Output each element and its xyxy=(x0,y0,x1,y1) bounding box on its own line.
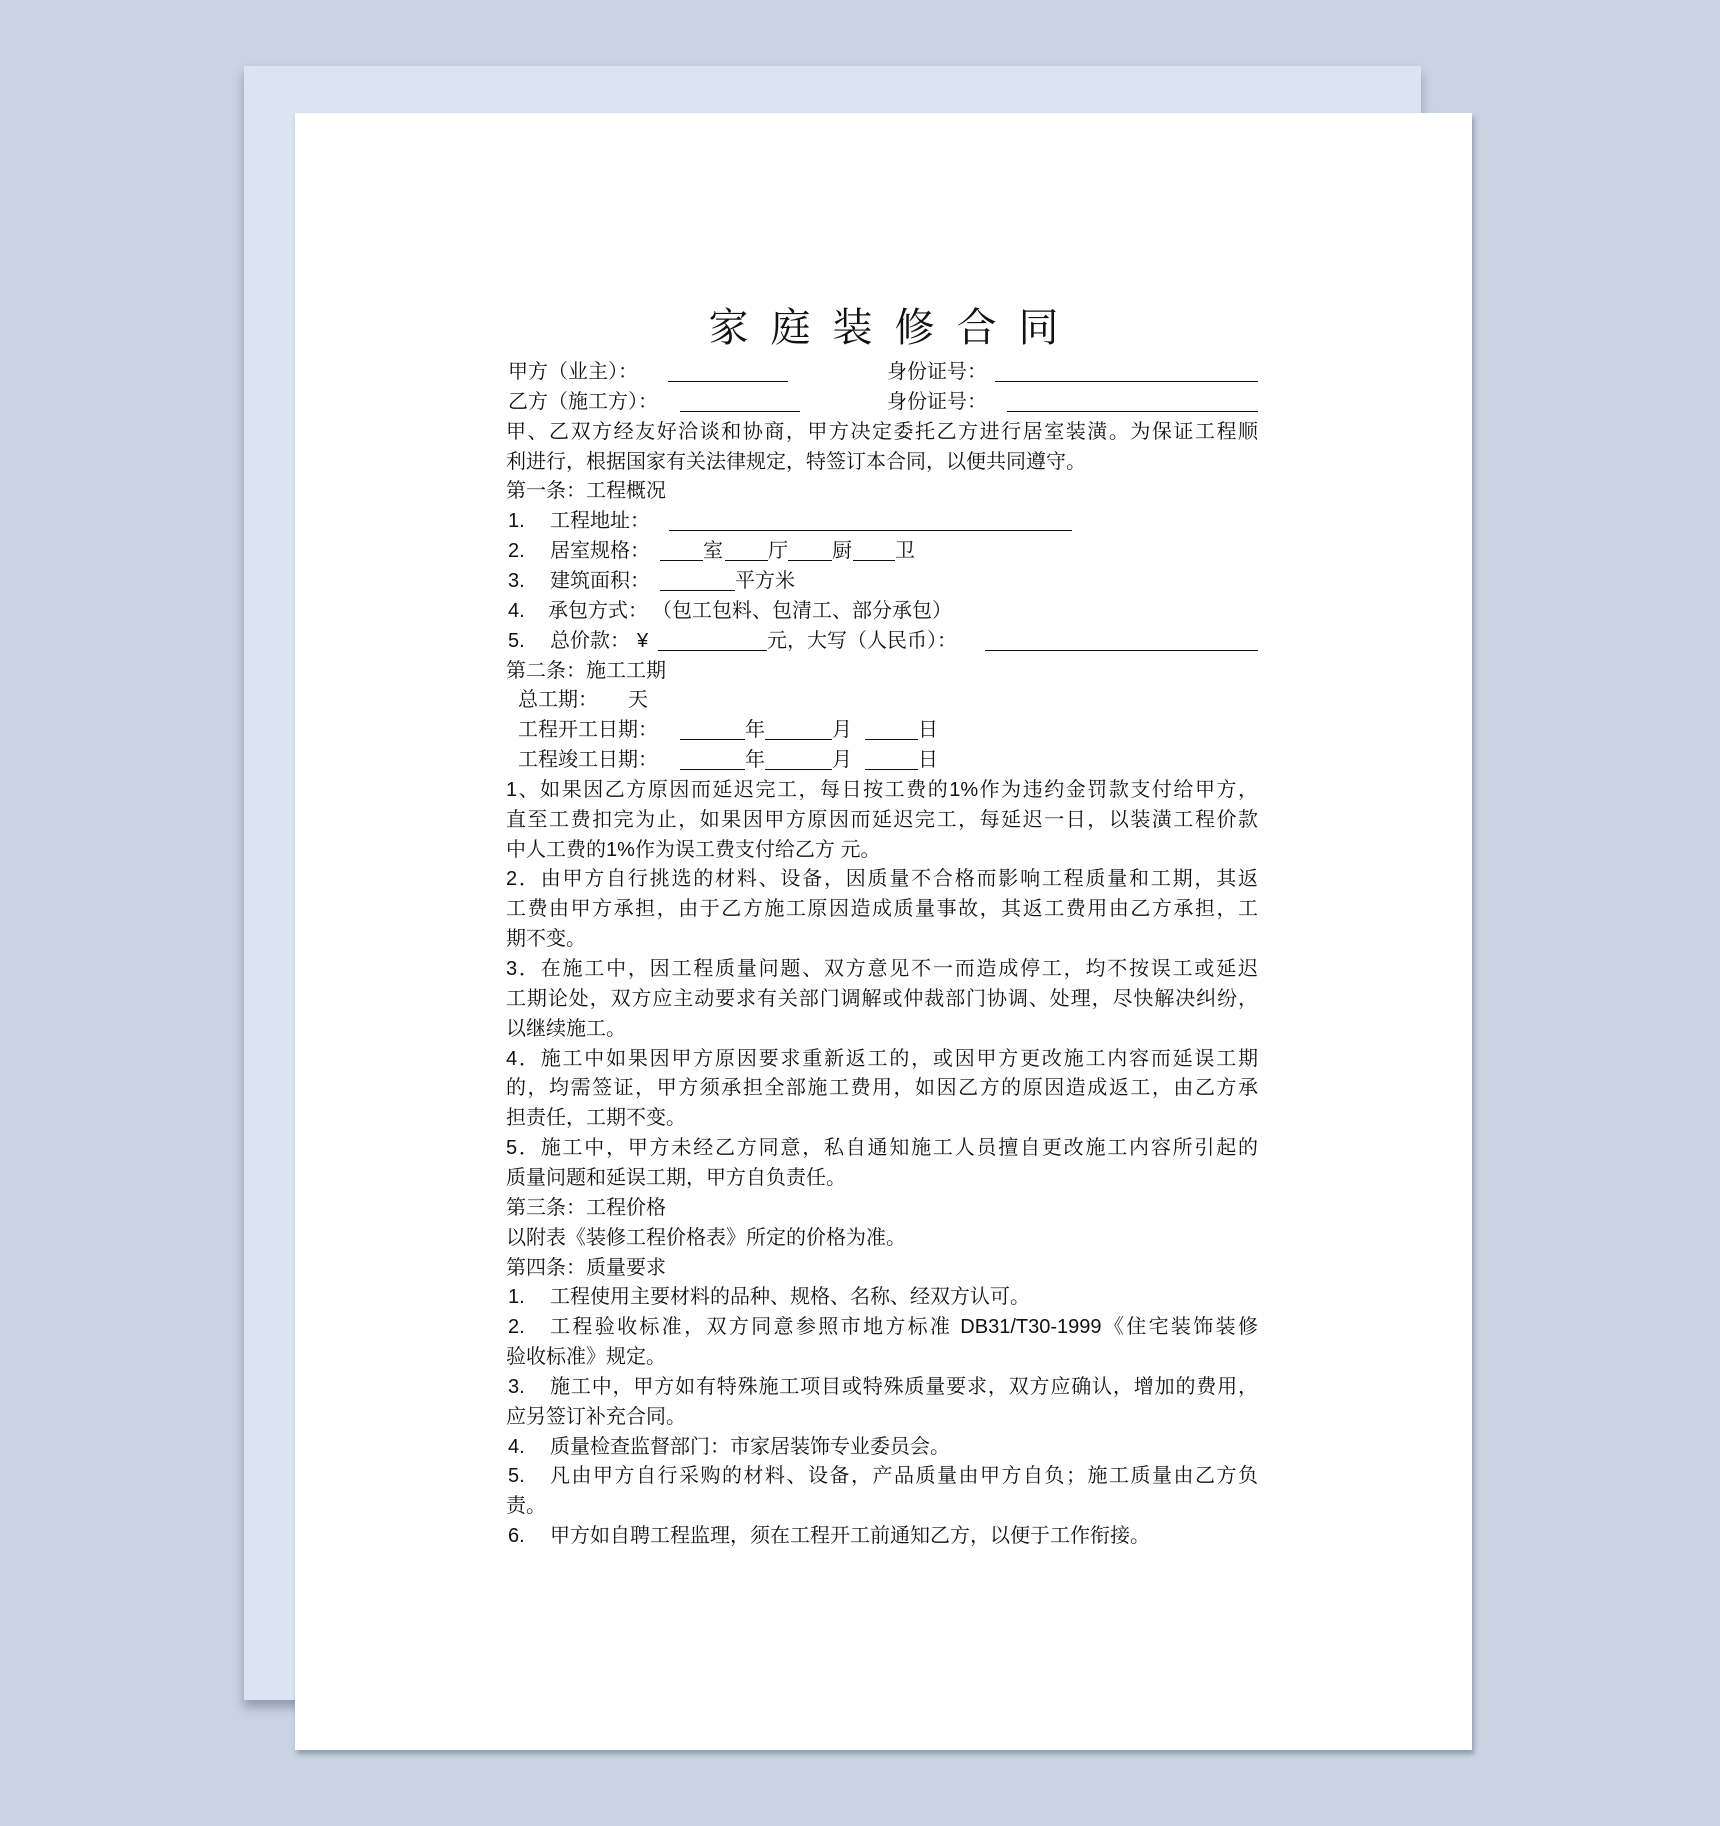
item-number: 2. xyxy=(508,1316,525,1338)
article-3-text: 以附表《装修工程价格表》所定的价格为准。 xyxy=(506,1227,906,1249)
party-b-id-blank xyxy=(1007,411,1258,412)
clause-line: 3．在施工中，因工程质量问题、双方意见不一而造成停工，均不按误工或延迟 xyxy=(506,958,1258,980)
currency-symbol: ¥ xyxy=(637,630,649,652)
quality-item-line: 质量检查监督部门：市家居装饰专业委员会。 xyxy=(550,1436,950,1458)
quality-item-line: 工程使用主要材料的品种、规格、名称、经双方认可。 xyxy=(550,1286,1030,1308)
clause-line: 5．施工中，甲方未经乙方同意，私自通知施工人员擅自更改施工内容所引起的 xyxy=(506,1137,1258,1159)
contract-mode-label: 承包方式： xyxy=(548,600,648,622)
party-a-id-label: 身份证号： xyxy=(887,361,987,383)
bath-count-blank xyxy=(853,560,895,561)
clause-line: 工费由甲方承担，由于乙方施工原因造成质量事故，其返工费用由乙方承担，工 xyxy=(506,898,1258,920)
party-b-id-label: 身份证号： xyxy=(887,391,987,413)
clause-line: 2．由甲方自行挑选的材料、设备，因质量不合格而影响工程质量和工期，其返 xyxy=(506,868,1258,890)
area-label: 建筑面积： xyxy=(550,570,650,592)
article-2-heading: 第二条：施工工期 xyxy=(506,660,666,682)
bath-unit: 卫 xyxy=(895,540,915,562)
clause-line: 担责任，工期不变。 xyxy=(506,1107,686,1129)
end-year-blank xyxy=(680,769,745,770)
price-words-label: 元，大写（人民币）： xyxy=(767,630,957,652)
clause-line: 的，均需签证，甲方须承担全部施工费用，如因乙方的原因造成返工，由乙方承 xyxy=(506,1077,1258,1099)
price-amount-blank xyxy=(658,650,767,651)
item-number: 3. xyxy=(508,1376,525,1398)
end-month-blank xyxy=(765,769,832,770)
article-4-heading: 第四条：质量要求 xyxy=(506,1257,666,1279)
clause-line: 工期论处，双方应主动要求有关部门调解或仲裁部门协调、处理，尽快解决纠纷， xyxy=(506,988,1258,1010)
room-spec-label: 居室规格： xyxy=(550,540,650,562)
party-a-name-blank xyxy=(668,381,788,382)
day-unit: 日 xyxy=(918,749,938,771)
quality-item-line: 工程验收标准，双方同意参照市地方标准 DB31/T30-1999《住宅装饰装修 xyxy=(550,1316,1258,1338)
preamble-line: 甲、乙双方经友好洽谈和协商，甲方决定委托乙方进行居室装潢。为保证工程顺 xyxy=(506,421,1258,443)
year-unit: 年 xyxy=(745,749,765,771)
article-3-heading: 第三条：工程价格 xyxy=(506,1197,666,1219)
day-unit: 日 xyxy=(918,719,938,741)
quality-item-line: 凡由甲方自行采购的材料、设备，产品质量由甲方自负；施工质量由乙方负 xyxy=(550,1465,1258,1487)
article-1-heading: 第一条：工程概况 xyxy=(506,480,666,502)
total-duration-label: 总工期： xyxy=(518,689,598,711)
room-unit: 室 xyxy=(703,540,723,562)
start-year-blank xyxy=(680,739,745,740)
clause-line: 直至工费扣完为止，如果因甲方原因而延迟完工，每延迟一日，以装潢工程价款 xyxy=(506,809,1258,831)
total-duration-unit: 天 xyxy=(628,689,648,711)
hall-count-blank xyxy=(725,560,768,561)
party-a-id-blank xyxy=(995,381,1258,382)
clause-line: 期不变。 xyxy=(506,928,586,950)
quality-item-line: 责。 xyxy=(506,1495,546,1517)
preamble-line: 利进行，根据国家有关法律规定，特签订本合同，以便共同遵守。 xyxy=(506,451,1086,473)
year-unit: 年 xyxy=(745,719,765,741)
item-number: 5. xyxy=(508,630,525,652)
clause-line: 以继续施工。 xyxy=(506,1018,626,1040)
room-count-blank xyxy=(660,560,703,561)
party-a-label: 甲方（业主）： xyxy=(508,361,638,383)
quality-item-line: 甲方如自聘工程监理，须在工程开工前通知乙方，以便于工作衔接。 xyxy=(550,1525,1150,1547)
quality-item-line: 施工中，甲方如有特殊施工项目或特殊质量要求，双方应确认，增加的费用， xyxy=(550,1376,1258,1398)
month-unit: 月 xyxy=(832,719,852,741)
item-number: 5. xyxy=(508,1465,525,1487)
item-number: 4. xyxy=(508,600,525,622)
address-label: 工程地址： xyxy=(550,510,650,532)
item-number: 1. xyxy=(508,510,525,532)
clause-line: 4．施工中如果因甲方原因要求重新返工的，或因甲方更改施工内容而延误工期 xyxy=(506,1048,1258,1070)
start-day-blank xyxy=(865,739,918,740)
area-unit: 平方米 xyxy=(735,570,795,592)
address-blank xyxy=(669,530,1072,531)
end-day-blank xyxy=(865,769,918,770)
kitchen-unit: 厨 xyxy=(832,540,852,562)
item-number: 2. xyxy=(508,540,525,562)
party-b-name-blank xyxy=(680,411,800,412)
clause-line: 1、如果因乙方原因而延迟完工，每日按工费的1%作为违约金罚款支付给甲方， xyxy=(506,779,1258,801)
quality-item-line: 应另签订补充合同。 xyxy=(506,1406,686,1428)
start-date-label: 工程开工日期： xyxy=(518,719,658,741)
month-unit: 月 xyxy=(832,749,852,771)
area-blank xyxy=(660,590,735,591)
contract-page xyxy=(295,113,1472,1750)
price-words-blank xyxy=(985,650,1258,651)
item-number: 1. xyxy=(508,1286,525,1308)
item-number: 3. xyxy=(508,570,525,592)
party-b-label: 乙方（施工方）： xyxy=(508,391,658,413)
document-title: 家庭装修合同 xyxy=(708,305,1081,350)
contract-mode-options: （包工包料、包清工、部分承包） xyxy=(652,600,952,622)
clause-line: 质量问题和延误工期，甲方自负责任。 xyxy=(506,1167,846,1189)
item-number: 6. xyxy=(508,1525,525,1547)
end-date-label: 工程竣工日期： xyxy=(518,749,658,771)
quality-item-line: 验收标准》规定。 xyxy=(506,1346,666,1368)
total-price-label: 总价款： xyxy=(550,630,630,652)
start-month-blank xyxy=(765,739,832,740)
item-number: 4. xyxy=(508,1436,525,1458)
clause-line: 中人工费的1%作为误工费支付给乙方 元。 xyxy=(506,839,881,861)
kitchen-count-blank xyxy=(788,560,832,561)
hall-unit: 厅 xyxy=(768,540,788,562)
